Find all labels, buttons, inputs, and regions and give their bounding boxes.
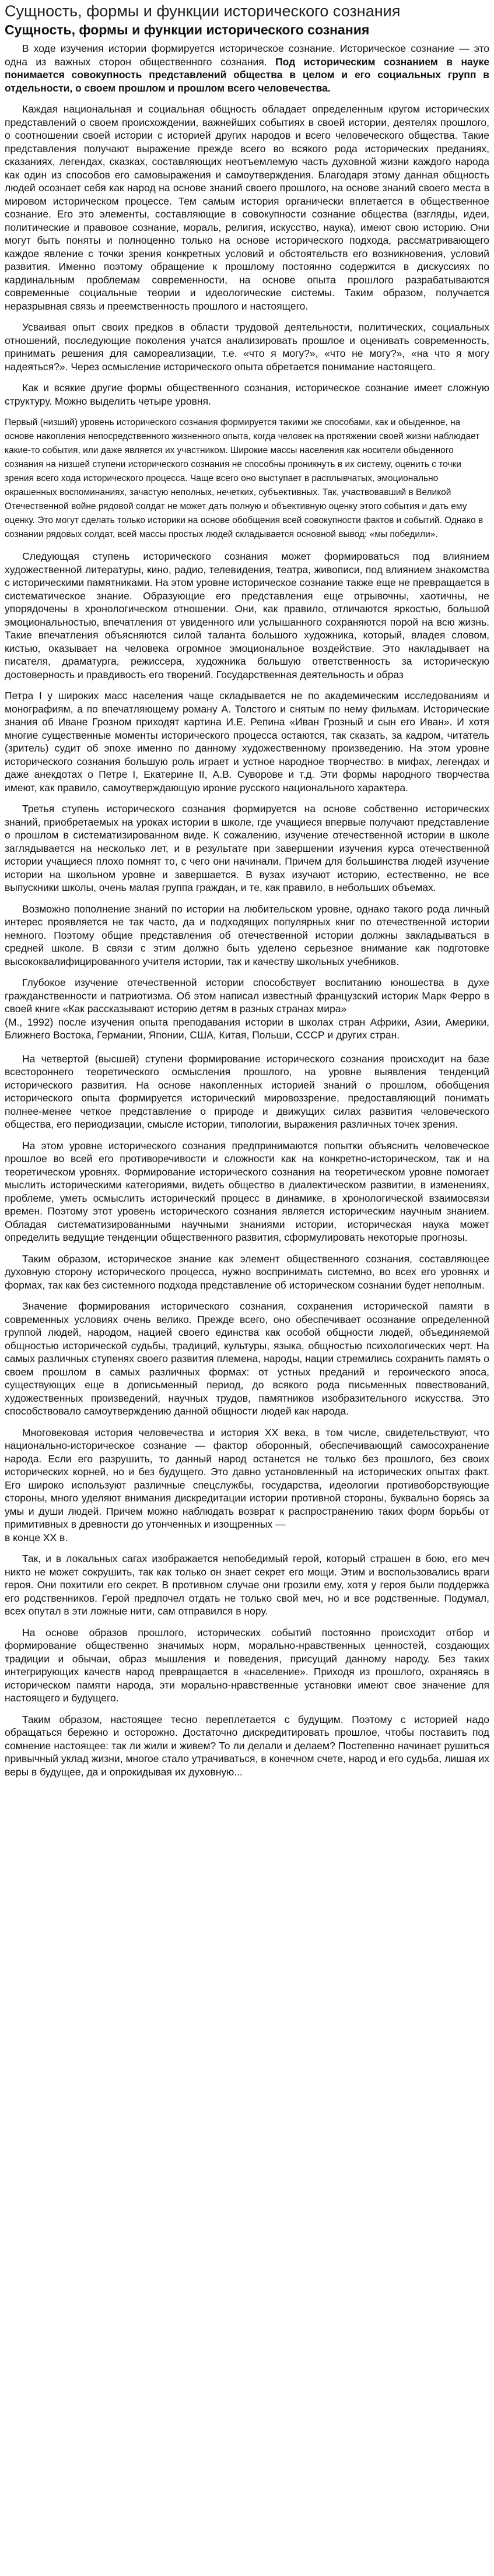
intro-paragraph [5,42,489,94]
page-title: Сущность, формы и функции исторического сознания [5,2,401,20]
intro-lead: В ходе изучения истории формируется историческое сознание. Историческое сознание — это одна из важных сторон общественного сознания. [5,43,489,68]
article-subtitle: Сущность, формы и функции исторического сознания [5,22,370,37]
paragraph-3: Как и всякие другие формы общественного сознания, историческое сознание имеет сложную структуру. Можно выделить четыре уровня. [5,382,489,407]
paragraph-conclusion-structure: Таким образом, историческое знание как элемент общественного сознания, составляющее духовную сторону исторического процесса, нужно воспринимать системно, во всех его уровнях и формах, так как без системного подхода представление об историческом сознании будет неполным. [5,1252,489,1291]
paragraph-values: На основе образов прошлого, исторических событий постоянно происходит отбор и формирование общественно значимых норм, морально-нравственных ценностей, создающих традиции и обычаи, образ мышления и поведения, присущий данному народу. Без таких интегрирующих качеств народ превращается в «население». Приходя из прошлого, охраняясь в историческом памяти народа, эти морально-нравственные установки имеют свое значение для настоящего и будущего. [5,1626,489,1704]
paragraph-legend: Так, и в локальных сагах изображается непобедимый герой, который страшен в бою, его меч никто не может сокрушить, так как только он знает секрет его мощи. Этим и воспользовались враги героя. Они похитили его секрет. В противном случае они грозили ему, хотя у героя были поддержка его родственников. Герой предпочел отдать не только свой меч, но и все родственные. Подумал, всех опутал в эти ложные нити, сам отправился в нору. [5,1553,489,1617]
paragraph-ferro: Глубокое изучение отечественной истории способствует воспитанию юношества в духе гражданственности и патриотизма. Об этом написал известный французский историк Марк Ферро в своей книге «Как рассказывают историю детям в разных странах мира» [5,977,489,1015]
paragraph-second-level-cont: Петра I у широких масс населения чаще складывается не по академическим исследованиям и монографиям, а по впечатляющему роману А. Толстого и снятым по нему фильмам. Исторические знания об Иване Грозном приходят картина И.Е. Репина «Иван Грозный и сын его Иван». И хотя многие существенные моменты исторического процесса остаются, так сказать, за кадром, читатель (зритель) судит об эпохе именно по данному художественному произведению. На этом уровне исторического сознания большую роль играет и устное народное творчество: в мифах, легендах и даже анекдотах о Петре I, Екатерине II, А.В. Суворове и т.д. Эти формы народного творчества имеют, как правило, самоутверждающую ироние русского национального характера. [5,690,489,794]
paragraph-self-preservation: Многовековая история человечества и история XX века, в том числе, свидетельствуют, что национально-историческое сознание — фактор оборонный, обеспечивающий самосохранение народа. Если его разрушить, то данный народ останется не только без прошлого, без своих исторических корней, но и без будущего. Это давно установленный на исторических опытах факт. Его широко используют различные спецслужбы, государства, идеологии противоборствующие стороны, много уделяют внимания дискредитации истории противной стороны, буквально борясь за умы и души людей. Причем можно наблюдать возврат к распространению таких форм борьбы от примитивных в древности до утонченных и изощренных — [5,1426,489,1530]
paragraph-significance: Значение формирования исторического сознания, сохранения исторической памяти в современных условиях очень велико. Прежде всего, оно обеспечивает осознание определенной группой людей, народом, нацией своего единства как особой общности людей, объединяемой общностью исторической судьбы, традиций, культуры, языка, общностью психологических черт. На самых различных ступенях своего развития племена, народы, нации стремились сохранить память о своем прошлом в самых различных формах: от устных преданий и героического эпоса, существующих еще в дописьменный период, до всякого рода письменных повествований, художественных произведений, научных трудов, памятников изобразительного искусства. Это способствовало самоутверждению данной общности людей как народа. [5,1300,489,1417]
paragraph-2: Усваивая опыт своих предков в области трудовой деятельности, политических, социальных отношений, последующие поколения учатся анализировать прошлое и оценивать современность, принимать решения для самореализации, т.е. «что я могу?», «что не могу?», «на что я могу надеяться?». Через осмысление исторического опыта обретается понимание настоящего. [5,321,489,373]
paragraph-first-level: Первый (низший) уровень исторического сознания формируется такими же способами, как и обыденное, на основе накопления непосредственного жизненного опыта, когда человек на протяжении своей жизни наблюдает какие-то события, или даже является их участником. Широкие массы населения как носители обыденного сознания на низшей ступени исторического сознания не способны проникнуть в их систему, оценить с точки зрения всего хода исторического процесса. Чаще всего оно выступает в расплывчатых, эмоционально окрашенных воспоминаниях, зачастую неполных, нечетких, субъективных. Так, участвовавший в Великой Отечественной войне рядовой солдат не может дать полную и объективную оценку этого события и дать ему оценку. Это могут сделать только историки на основе обобщения всей совокупности фактов и событий. Однако в сознании рядовых солдат, всей массы простых людей складывается основной вывод: «мы победили». [5,417,484,539]
paragraph-self-preservation-end: в конце XX в. [5,1531,68,1543]
paragraph-ferro-citation: (М., 1992) после изучения опыта преподавания истории в школах стран Африки, Азии, Америки, Ближнего Востока, Германии, Японии, США, Китая, Польши, СССР и других стран. [5,1016,489,1041]
definition-text: Под историческим сознанием в науке понимается совокупность представлений общества в целом и его социальных групп в отдельности, о своем прошлом и прошлом всего человечества. [5,55,490,94]
paragraph-future: Таким образом, настоящее тесно переплетается с будущим. Поэтому с историей надо обращаться бережно и осторожно. Достаточно дискредитировать прошлое, чтобы поставить под сомнение настоящее: так ли жили и живем? То ли делали и делаем? Постепенно начинает рушиться привычный уклад жизни, многое стало утрачиваться, в конечном счете, народ и его судьба, лишая их веры в будущее, да и опрокидывая их духовную... [5,1713,489,1778]
article [0,1,494,1778]
paragraph-amateur-knowledge: Возможно пополнение знаний по истории на любительском уровне, однако такого рода личный интерес проявляется не так часто, да и подходящих популярных книг по отечественной истории немного. Поэтому общие представления об отечественной истории должны закладываться в средней школе. В связи с этим должно быть уделено серьезное внимание как подготовке высококвалифицированного учителя истории, так и качеству школьных учебников. [5,903,489,967]
paragraph-second-level: Следующая ступень исторического сознания может формироваться под влиянием художественной литературы, кино, радио, телевидения, театра, живописи, под влиянием знакомства с историческими памятниками. На этом уровне историческое сознание также еще не превращается в систематическое знание. Образующие его представления еще отрывочны, хаотичны, не упорядочены в хронологическом отношении. Они, как правило, отличаются яркостью, большой эмоциональностью, впечатления от увиденного или услышанного сохраняются порой на всю жизнь. Такие впечатления объясняются силой таланта большого художника, который, владея словом, кистью, оказывает на человека огромное эмоциональное воздействие. Это накладывает на писателя, драматурга, режиссера, художника большую ответственность за историческую достоверность и правдивость его творений. Государственная деятельность и образ [5,550,489,680]
paragraph-1: Каждая национальная и социальная общность обладает определенным кругом исторических представлений о своем происхождении, важнейших событиях в своей истории, деятелях прошлого, о соотношении своей истории с историей других народов и всего человеческого общества. Такие представления получают выражение прежде всего во всякого рода исторических преданиях, сказаниях, легендах, сказках, составляющих неотъемлемую часть духовной жизни каждого народа как один из способов его самовыражения и самоутверждения. Благодаря этому данная общность людей осознает себя как народ на основе знаний своего прошлого, на основе знаний своего места в мировом историческом процессе. Тем самым история органически вплетается в общественное сознание. Его это элементы, составляющие в совокупности сознание общества (взгляды, идеи, политические и правовое сознание, мораль, религия, искусство, наука), имеют свою историю. Они могут быть поняты и полноценно только на основе исторического подхода, рассматривающего каждое явление с точки зрения конкретных условий и обстоятельств его возникновения, условий развития. Именно поэтому обращение к прошлому постоянно содержится в дискуссиях по кардинальным проблемам современности, на основе опыта прошлого разрабатываются современные социальные теории и идеологические системы. Таким образом, получается неразрывная связь и преемственность прошлого и настоящего. [5,103,489,312]
paragraph-third-level: Третья ступень исторического сознания формируется на основе собственно исторических знаний, приобретаемых на уроках истории в школе, где учащиеся впервые получают представление о прошлом в систематизированном виде. К сожалению, изучение отечественной истории в школе заглядывается на несколько лет, и в результате при завершении изучения курса отечественной истории учащиеся плохо помнят то, с чего они начинали. Причем для большинства людей изучение истории на школьном уровне и завершается. В вузах изучают историю, естественно, не все выпускники школы, очень малая группа граждан, и те, как правило, в небольших объемах. [5,803,489,893]
paragraph-theoretical-level: На этом уровне исторического сознания предпринимаются попытки объяснить человеческое прошлое во всей его противоречивости и сложности как на конкретно-историческом, так и на теоретическом уровнях. Формирование исторического сознания на теоретическом уровне помогает мыслить историческими категориями, видеть общество в диалектическом развитии, в изменениях, проблеме, уметь осмыслить исторический процесс в динамике, в хронологической взаимосвязи времен. Поэтому этот уровень исторического сознания является историческим научным знанием. Обладая систематизированными научными знаниями истории, историческая наука может определить ведущие тенденции общественного развития, сформулировать некоторые прогнозы. [5,1139,489,1243]
paragraph-fourth-level: На четвертой (высшей) ступени формирование исторического сознания происходит на базе всестороннего теоретического осмысления прошлого, на уровне выявления тенденций исторического развития. На основе накопленных историей знаний о прошлом, обобщения исторического опыта формируется исторический мировоззрение, предоставляющий понимать полнее-менее четкое представление о природе и движущих силах развития человеческого общества, его периодизации, смысле истории, типологии, выражения различных точек зрения. [5,1052,489,1130]
